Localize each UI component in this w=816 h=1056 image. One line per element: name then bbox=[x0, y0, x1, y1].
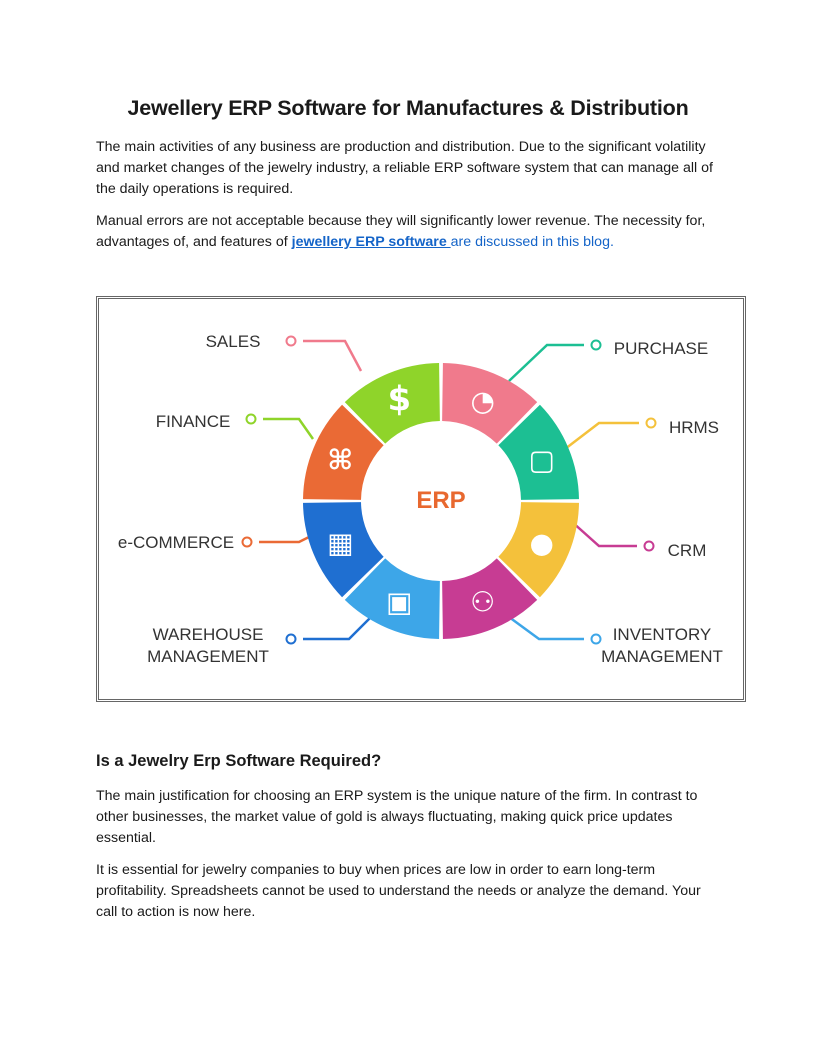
module-label-4-0: INVENTORY bbox=[612, 625, 712, 644]
intro-paragraph-2-text: Manual errors are not acceptable because they will significantly lower revenue. The necessity for, advantages of, and features of bbox=[96, 213, 706, 250]
connector-line-4 bbox=[509, 617, 584, 639]
connector-line-3 bbox=[571, 521, 637, 546]
module-label-2-0: HRMS bbox=[668, 418, 720, 437]
intro-paragraph-2 bbox=[96, 211, 720, 253]
connector-dot-3 bbox=[645, 542, 654, 551]
erp-modules-diagram bbox=[96, 296, 746, 702]
section-paragraph-1: The main justification for choosing an ERP system is the unique nature of the firm. In contrast to other businesses, the market value of gold is always fluctuating, making quick price updates essential. bbox=[96, 788, 698, 846]
connector-line-2 bbox=[565, 423, 639, 449]
module-label-5-1: MANAGEMENT bbox=[147, 647, 269, 666]
erp-center-label: ERP bbox=[416, 487, 466, 514]
page-title: Jewellery ERP Software for Manufactures & Distribution bbox=[127, 96, 689, 120]
intro-paragraph-2-link-tail: are discussed in this blog. bbox=[450, 234, 614, 250]
intro-paragraph-1: The main activities of any business are production and distribution. Due to the significant volatility and market changes of the jewelry industry, a reliable ERP software system that can manage all of the daily operations is required. bbox=[96, 139, 713, 197]
connector-line-6 bbox=[259, 535, 313, 542]
connector-dot-2 bbox=[647, 419, 656, 428]
box-icon: ▣ bbox=[386, 585, 413, 619]
connector-dot-4 bbox=[592, 635, 601, 644]
erp-wheel-graphic bbox=[99, 299, 743, 699]
module-label-6-0: e-COMMERCE bbox=[117, 533, 235, 552]
module-label-0-0: SALES bbox=[205, 332, 261, 351]
module-label-1-0: PURCHASE bbox=[613, 339, 709, 358]
module-label-5-0: WAREHOUSE bbox=[152, 625, 264, 644]
pie-chart-icon: ◔ bbox=[470, 384, 495, 418]
connector-dot-1 bbox=[592, 341, 601, 350]
group-icon: ⚇ bbox=[470, 585, 496, 619]
person-icon: ● bbox=[529, 526, 554, 560]
erp-software-link[interactable]: jewellery ERP software bbox=[291, 234, 451, 250]
connector-line-1 bbox=[509, 345, 584, 381]
section-heading: Is a Jewelry Erp Software Required? bbox=[96, 752, 382, 770]
module-label-7-0: FINANCE bbox=[155, 412, 231, 431]
section-paragraph-2: It is essential for jewelry companies to buy when prices are low in order to earn long-term profitability. Spreadsheets cannot be used to understand the needs or analyze the demand. Your call to action is now here. bbox=[96, 862, 701, 920]
dollar-icon: $ bbox=[387, 379, 412, 420]
connector-line-5 bbox=[303, 617, 371, 639]
connector-dot-5 bbox=[287, 635, 296, 644]
module-label-3-0: CRM bbox=[667, 541, 707, 560]
connector-line-0 bbox=[303, 341, 361, 371]
connector-dot-0 bbox=[287, 337, 296, 346]
warehouse-icon: ▦ bbox=[327, 526, 354, 560]
cart-icon: ⌘ bbox=[327, 443, 354, 477]
shopping-bag-icon: ▢ bbox=[528, 443, 555, 477]
connector-dot-7 bbox=[247, 415, 256, 424]
connector-line-7 bbox=[263, 419, 313, 439]
module-label-4-1: MANAGEMENT bbox=[601, 647, 723, 666]
connector-dot-6 bbox=[243, 538, 252, 547]
